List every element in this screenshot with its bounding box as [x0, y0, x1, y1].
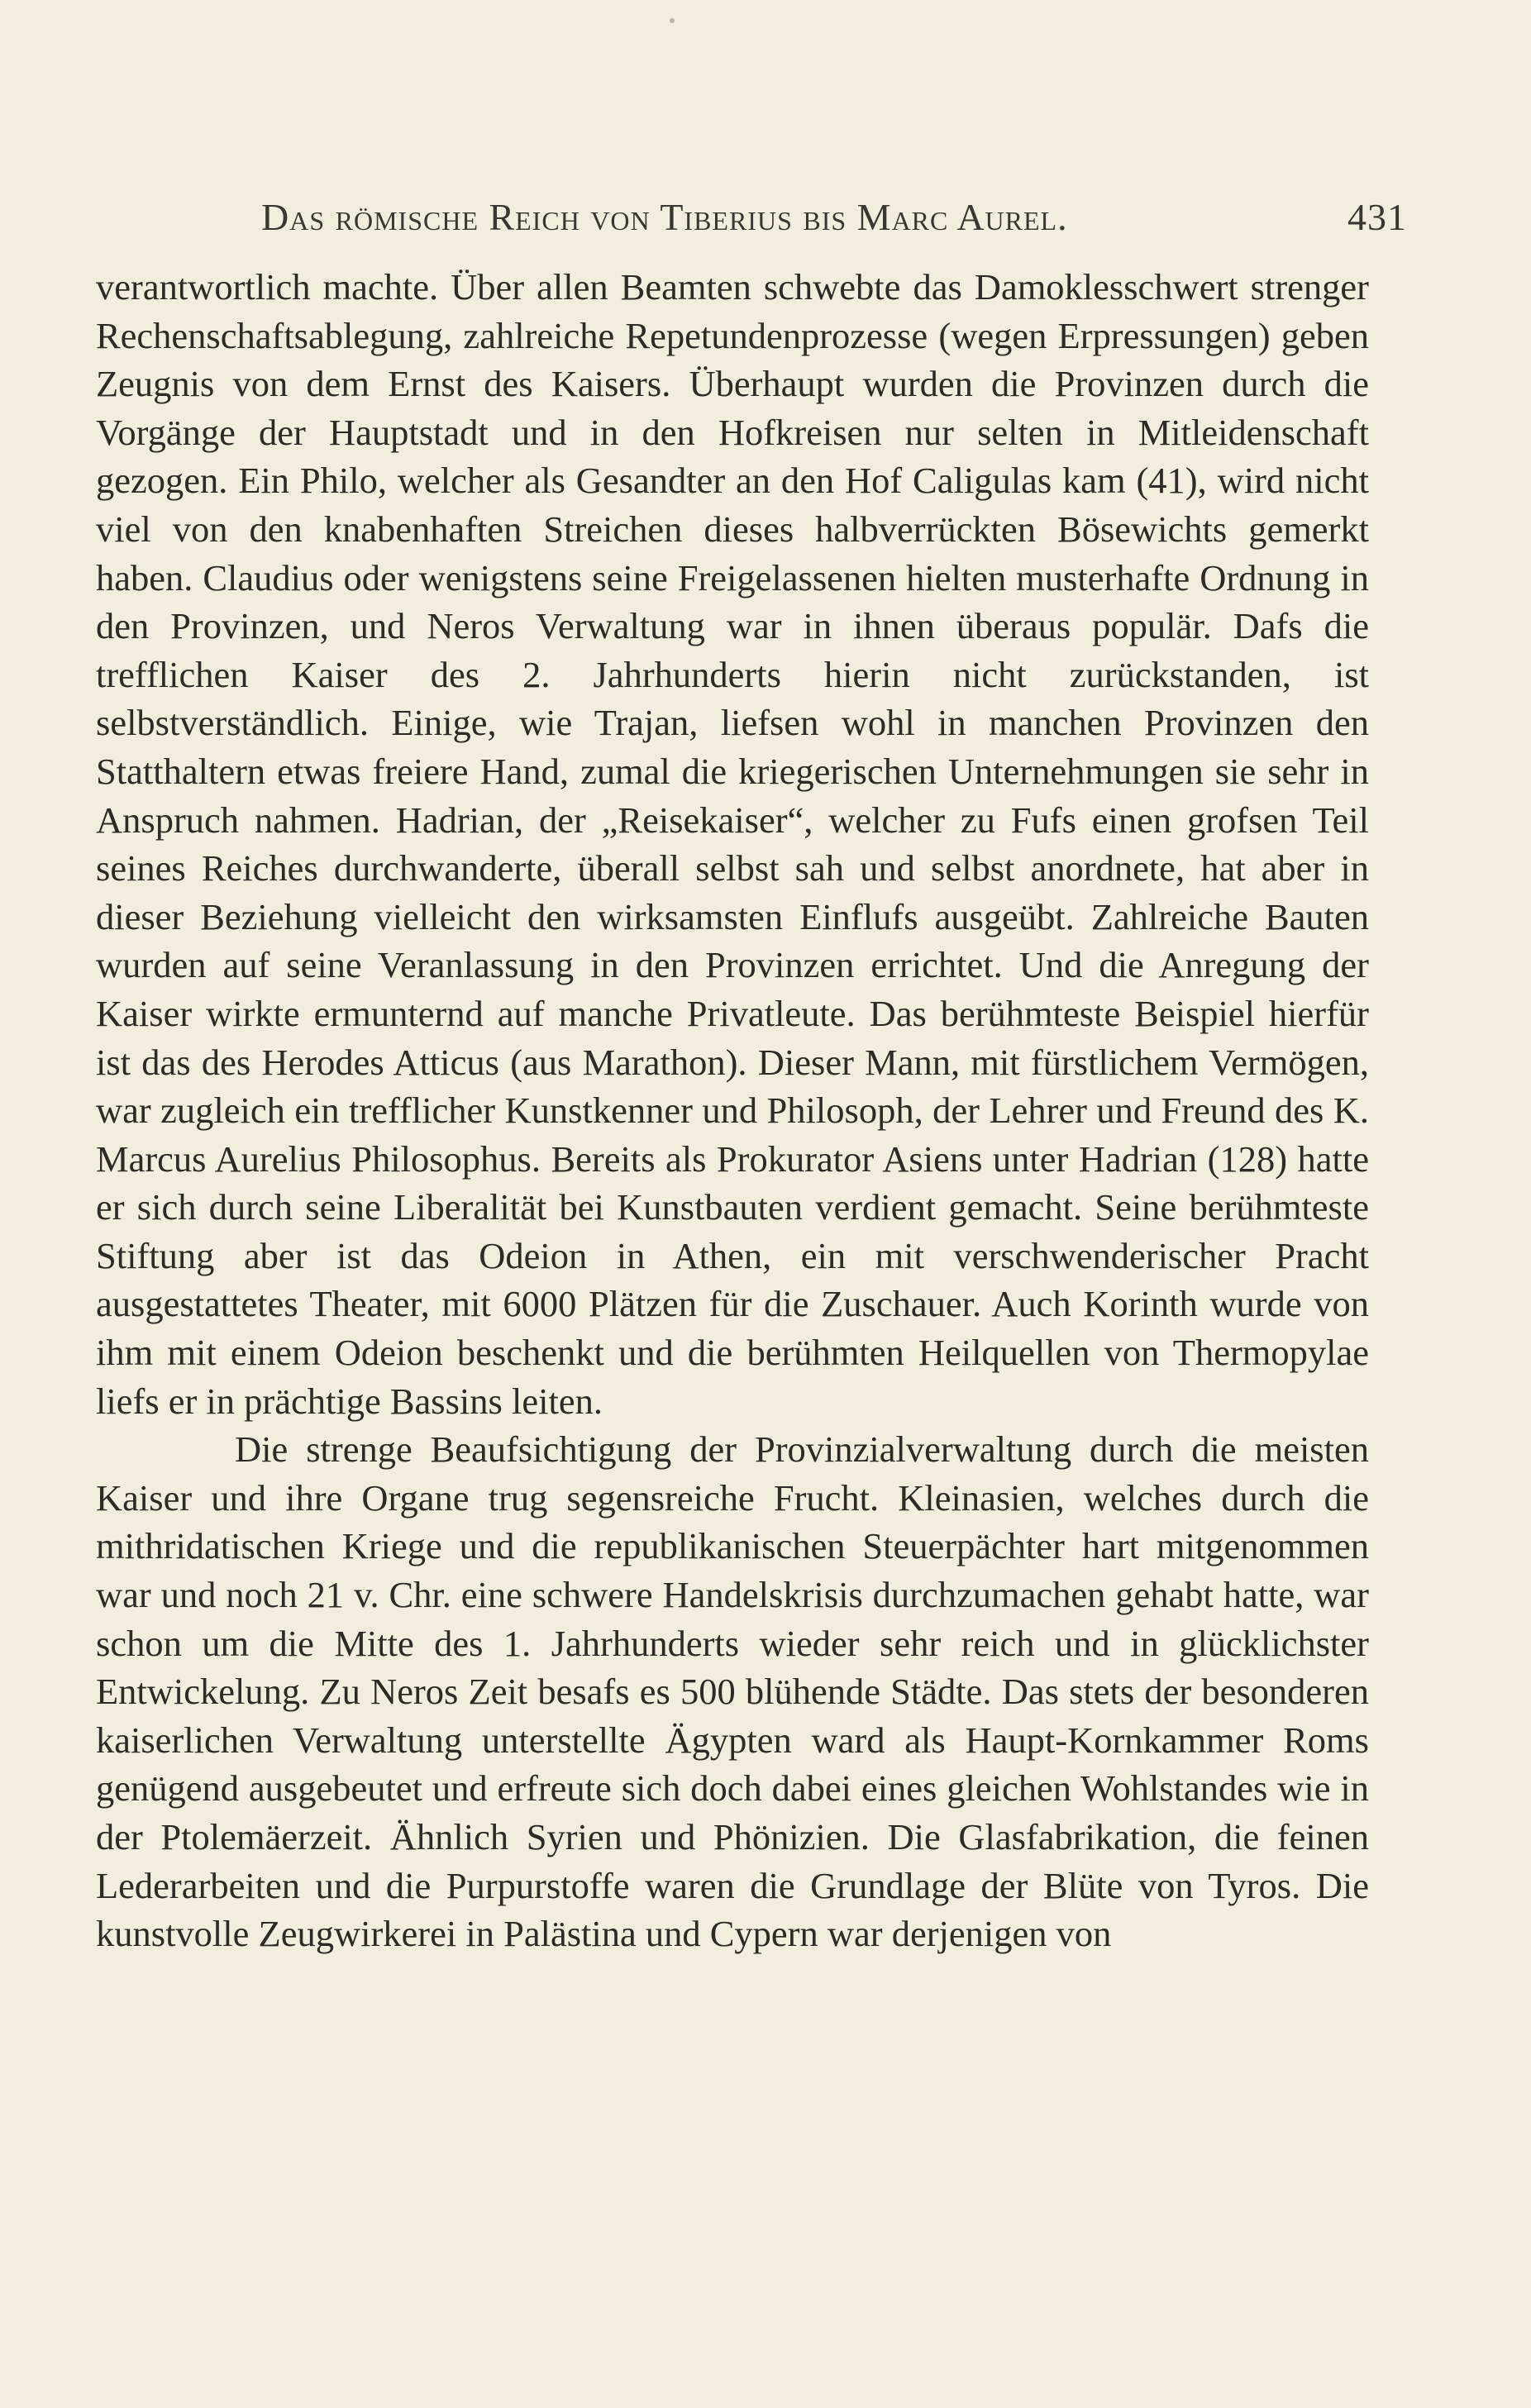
body-text — [96, 263, 1369, 1958]
page-number: 431 — [1347, 196, 1407, 238]
paragraph-2: Die strenge Beaufsichtigung der Provinzialverwaltung durch die meisten Kaiser und ihre Organe trug segensreiche Frucht. Kleinasien, welches durch die mithridatischen Kriege und die republikanischen Steuerpächter hart mitgenommen war und noch 21 v. Chr. eine schwere Handelskrisis durchzumachen gehabt hatte, war schon um die Mitte des 1. Jahrhunderts wieder sehr reich und in glücklichster Entwickelung. Zu Neros Zeit besafs es 500 blühende Städte. Das stets der besonderen kaiserlichen Verwaltung unterstellte Ägypten ward als Haupt-Kornkammer Roms genügend ausgebeutet und erfreute sich doch dabei eines gleichen Wohlstandes wie in der Ptolemäerzeit. Ähnlich Syrien und Phönizien. Die Glasfabrikation, die feinen Lederarbeiten und die Purpurstoffe waren die Grundlage der Blüte von Tyros. Die kunstvolle Zeugwirkerei in Palästina und Cypern war derjenigen von — [96, 1428, 1369, 1955]
running-header — [261, 188, 1407, 246]
header-title: Das römische Reich von Tiberius bis Marc Aurel. — [261, 196, 1068, 238]
paragraph-1: verantwortlich machte. Über allen Beamten schwebte das Damoklesschwert strenger Rechenschaftsablegung, zahlreiche Repetundenprozesse (wegen Erpressungen) geben Zeugnis von dem Ernst des Kaisers. Überhaupt wurden die Provinzen durch die Vorgänge der Hauptstadt und in den Hofkreisen nur selten in Mitleidenschaft gezogen. Ein Philo, welcher als Gesandter an den Hof Caligulas kam (41), wird nicht viel von den knabenhaften Streichen dieses halbverrückten Bösewichts gemerkt haben. Claudius oder wenigstens seine Freigelassenen hielten musterhafte Ordnung in den Provinzen, und Neros Verwaltung war in ihnen überaus populär. Dafs die trefflichen Kaiser des 2. Jahrhunderts hierin nicht zurückstanden, ist selbstverständlich. Einige, wie Trajan, liefsen wohl in manchen Provinzen den Statthaltern etwas freiere Hand, zumal die kriegerischen Unternehmungen sie sehr in Anspruch nahmen. Hadrian, der „Reisekaiser“, welcher zu Fufs einen grofsen Teil seines Reiches durchwanderte, überall selbst sah und selbst anordnete, hat aber in dieser Beziehung vielleicht den wirksamsten Einflufs ausgeübt. Zahlreiche Bauten wurden auf seine Veranlassung in den Provinzen errichtet. Und die Anregung der Kaiser wirkte ermunternd auf manche Privatleute. Das berühmteste Beispiel hierfür ist das des Herodes Atticus (aus Marathon). Dieser Mann, mit fürstlichem Vermögen, war zugleich ein trefflicher Kunstkenner und Philosoph, der Lehrer und Freund des K. Marcus Aurelius Philosophus. Bereits als Prokurator Asiens unter Hadrian (128) hatte er sich durch seine Liberalität bei Kunstbauten verdient gemacht. Seine berühmteste Stiftung aber ist das Odeion in Athen, ein mit verschwenderischer Pracht ausgestattetes Theater, mit 6000 Plätzen für die Zuschauer. Auch Korinth wurde von ihm mit einem Odeion beschenkt und die berühmten Heilquellen von Thermopylae liefs er in prächtige Bassins leiten. — [96, 266, 1369, 1422]
paper-speck — [670, 18, 675, 23]
